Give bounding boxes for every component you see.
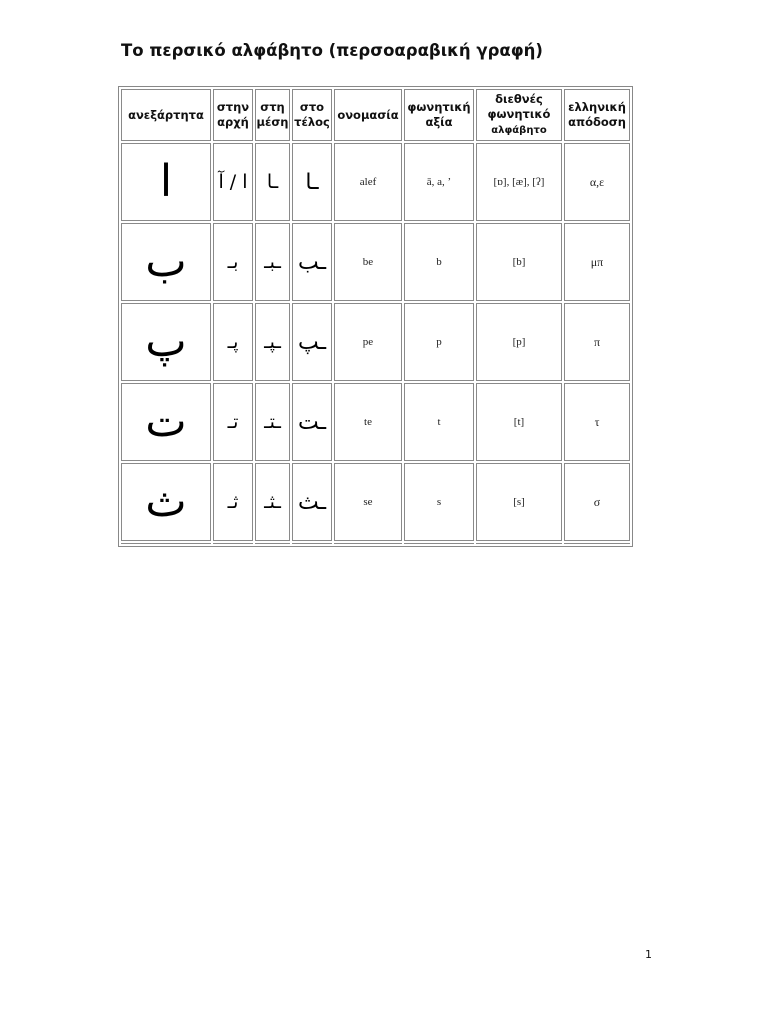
initial-form-cell: بـ [213,223,253,301]
document-title: Το περσικό αλφάβητο (περσοαραβική γραφή) [121,41,543,60]
table-row [121,463,630,541]
independent-form-cell: ب [121,223,211,301]
phonetic-cell: p [404,303,474,381]
persian-alphabet-table [118,86,633,547]
final-form-cell: ـا [292,143,332,221]
ipa-cell: [b] [476,223,562,301]
cut-cell [334,543,402,544]
header-name: ονομασία [334,89,402,141]
medial-form-cell: ـا [255,143,290,221]
page-number: 1 [645,948,652,961]
name-cell: pe [334,303,402,381]
header-row [121,89,630,141]
cut-cell [121,543,211,544]
greek-cell: τ [564,383,630,461]
cut-cell [292,543,332,544]
cut-cell [255,543,290,544]
initial-form-cell: تـ [213,383,253,461]
initial-form-cell: ثـ [213,463,253,541]
final-form-cell: ـت [292,383,332,461]
table-row [121,303,630,381]
greek-cell: π [564,303,630,381]
ipa-cell: [ɒ], [æ], [ʔ] [476,143,562,221]
header-independent: ανεξάρτητα [121,89,211,141]
header-ipa: διεθνές φωνητικό αλφάβητο [476,89,562,141]
initial-form-cell: پـ [213,303,253,381]
cut-cell [213,543,253,544]
header-final: στο τέλος [292,89,332,141]
header-greek-rendering: ελληνική απόδοση [564,89,630,141]
final-form-cell: ـب [292,223,332,301]
independent-form-cell: ا [121,143,211,221]
medial-form-cell: ـپـ [255,303,290,381]
table-row-cut [121,543,630,544]
cut-cell [476,543,562,544]
independent-form-cell: ث [121,463,211,541]
initial-form-cell: ا / آ [213,143,253,221]
table-row [121,223,630,301]
header-phonetic-value: φωνητική αξία [404,89,474,141]
phonetic-cell: s [404,463,474,541]
independent-form-cell: پ [121,303,211,381]
phonetic-cell: b [404,223,474,301]
phonetic-cell: t [404,383,474,461]
final-form-cell: ـث [292,463,332,541]
name-cell: se [334,463,402,541]
independent-form-cell: ت [121,383,211,461]
phonetic-cell: ā, a, ʼ [404,143,474,221]
ipa-cell: [p] [476,303,562,381]
medial-form-cell: ـثـ [255,463,290,541]
name-cell: be [334,223,402,301]
cut-cell [404,543,474,544]
header-initial: στην αρχή [213,89,253,141]
greek-cell: α,ε [564,143,630,221]
name-cell: alef [334,143,402,221]
ipa-cell: [s] [476,463,562,541]
medial-form-cell: ـتـ [255,383,290,461]
header-medial: στη μέση [255,89,290,141]
final-form-cell: ـپ [292,303,332,381]
ipa-cell: [t] [476,383,562,461]
greek-cell: σ [564,463,630,541]
table-row [121,143,630,221]
medial-form-cell: ـبـ [255,223,290,301]
cut-cell [564,543,630,544]
greek-cell: μπ [564,223,630,301]
table-row [121,383,630,461]
name-cell: te [334,383,402,461]
